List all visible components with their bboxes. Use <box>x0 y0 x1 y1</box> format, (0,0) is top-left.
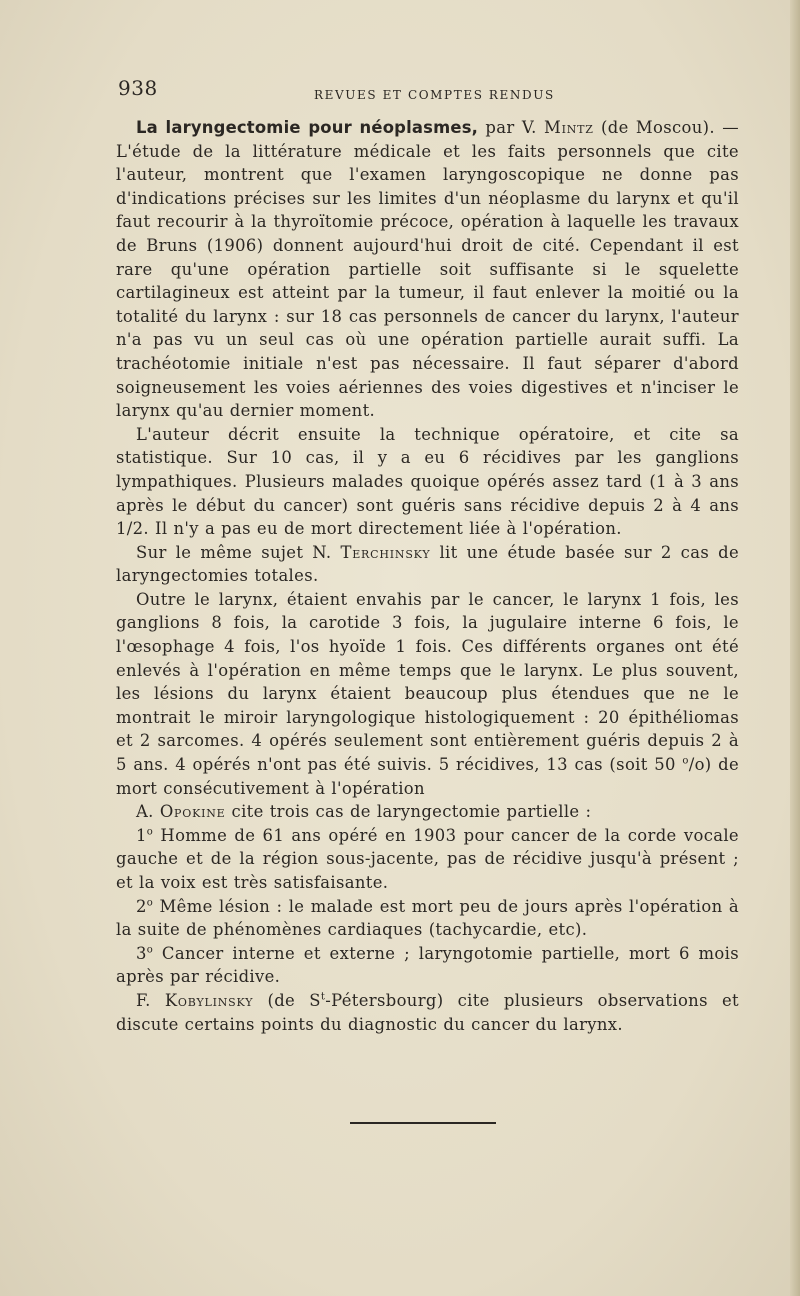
paragraph-2: L'auteur décrit ensuite la technique opératoire, et cite sa statistique. Sur 10 cas, il y a eu 6 récidives par les ganglions lympathiques. Plusieurs malades quoique opérés assez tard (1 à 3 ans après le début du cancer) sont guéris sans récidive depuis 2 à 4 ans 1/2. Il n'y a pas eu de mort directement liée à l'opération. <box>116 424 739 539</box>
paragraph-9-start: F. <box>136 990 165 1010</box>
paragraph-3-end: lit une étude basée sur 2 cas de laryngectomies totales. <box>116 542 739 586</box>
case-text: Homme de 61 ans opéré en 1903 pour cancer de la corde vocale gauche et de la région sous-jacente, pas de récidive jusqu'à présent ; et la voix est très satisfaisante. <box>116 825 739 892</box>
ordinal-sup: o <box>146 944 154 956</box>
author-name: Mintz <box>543 118 594 137</box>
page-edge <box>790 0 800 1296</box>
case-item-2 <box>116 895 739 942</box>
percent-sup: o <box>682 755 689 767</box>
paragraph-9 <box>116 989 739 1036</box>
paragraph-5-start: A. <box>136 802 160 822</box>
page-number: 938 <box>118 76 158 100</box>
running-head: REVUES ET COMPTES RENDUS <box>314 88 555 102</box>
paragraph-4-start: Outre le larynx, étaient envahis par le cancer, le larynx 1 fois, les ganglions 8 fois, la carotide 3 fois, la jugulaire interne 6 fois, le l'œsophage 4 fois, l'os hyoïde 1 fois. Ces différents organes ont été enlevés à l'opération en même temps que le larynx. Le plus souvent, les lésions du larynx étaient beaucoup plus étendues que ne le montrait le miroir laryngologique histologiquement : 20 épithéliomas et 2 sarcomes. 4 opérés seulement sont entièrement guéris depuis 2 à 5 ans. 4 opérés n'ont pas été suivis. 5 récidives, 13 cas (soit 50 <box>116 589 739 775</box>
case-number: 2 <box>136 896 147 916</box>
paragraph-5-end: cite trois cas de laryngectomie partielle : <box>225 802 592 822</box>
case-number: 3 <box>136 943 147 963</box>
cited-author: Kobylinsky <box>164 990 254 1010</box>
paragraph-1-text: (de Moscou). — L'étude de la littérature médicale et les faits personnels que cite l'auteur, montrent que l'examen laryngoscopique ne donne pas d'indications précises sur les limites d'un néoplasme du larynx et qu'il faut recourir à la thyroïtomie précoce, opération à laquelle les travaux de Bruns (1906) donnent aujourd'hui droit de cité. Cependant il est rare qu'une opération partielle soit suffisante si le squelette cartilagineux est atteint par la tumeur, il faut enlever la moitié ou la totalité du larynx : sur 18 cas personnels de cancer du larynx, l'auteur n'a pas vu un seul cas où une opération partielle aurait suffi. La trachéotomie initiale n'est pas nécessaire. Il faut séparer d'abord soigneusement les voies aériennes des voies digestives et n'inciser le larynx qu'au dernier moment. <box>116 118 739 421</box>
paragraph-9-end: -Pétersbourg) cite plusieurs observations et discute certains points du diagnostic du cancer du larynx. <box>116 990 739 1034</box>
ordinal-sup: o <box>146 826 154 838</box>
byline-par: par V. <box>478 118 544 137</box>
paragraph-1 <box>116 116 739 423</box>
paragraph-5 <box>116 800 739 824</box>
paragraph-4 <box>116 588 739 800</box>
case-text: Même lésion : le malade est mort peu de jours après l'opération à la suite de phénomènes cardiaques (tachycardie, etc). <box>116 896 739 940</box>
case-item-3 <box>116 942 739 989</box>
end-rule <box>350 1122 496 1124</box>
saint-sup: t <box>320 991 326 1003</box>
paragraph-3 <box>116 541 739 588</box>
case-item-1 <box>116 824 739 895</box>
article-body <box>116 116 739 1036</box>
page-header <box>118 76 718 106</box>
paragraph-4-end: /o) de mort consécutivement à l'opération <box>116 755 739 798</box>
paragraph-9-mid: (de S <box>253 990 321 1010</box>
case-text: Cancer interne et externe ; laryngotomie partielle, mort 6 mois après par récidive. <box>116 943 739 987</box>
cited-author: Opokine <box>159 802 226 822</box>
paragraph-3-start: Sur le même sujet N. <box>136 542 341 562</box>
article-title: La laryngectomie pour néoplasmes, <box>136 118 479 137</box>
ordinal-sup: o <box>146 897 154 909</box>
case-number: 1 <box>136 825 147 845</box>
cited-author: Terchinsky <box>340 542 431 562</box>
